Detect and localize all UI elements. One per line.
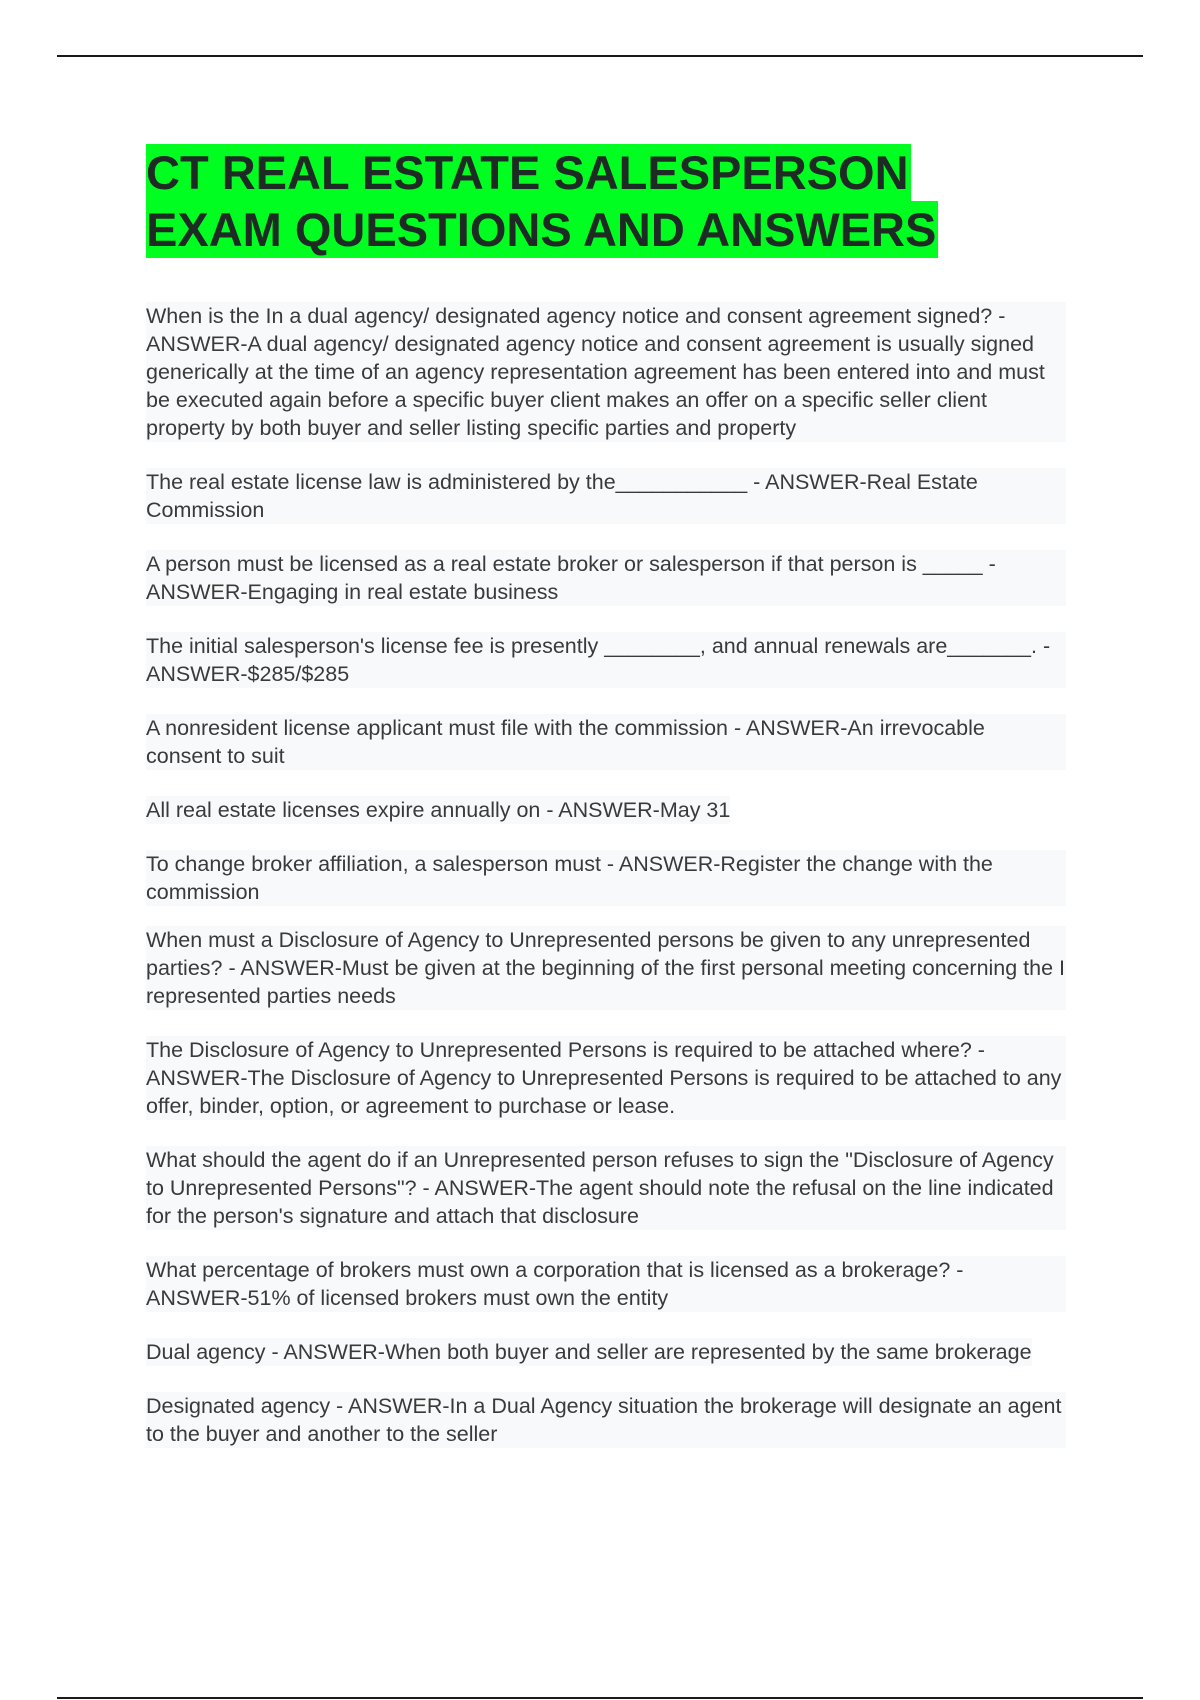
qa-item-wrap xyxy=(146,714,1066,770)
qa-item-wrap xyxy=(146,850,1066,906)
qa-item-1: When is the In a dual agency/ designated agency notice and consent agreement signed? - ANSWER-A dual agency/ designated agency notice and consent agreement is usually signed generically at the time of an agency representation agreement has been entered into and must be executed again before a specific buyer client makes an offer on a specific seller client property by both buyer and seller listing specific parties and property xyxy=(146,302,1066,442)
top-rule xyxy=(57,55,1143,57)
document-title xyxy=(146,144,1046,258)
qa-list xyxy=(146,302,1066,1474)
qa-item-wrap xyxy=(146,632,1066,688)
qa-item-5: A nonresident license applicant must file with the commission - ANSWER-An irrevocable consent to suit xyxy=(146,714,1066,770)
bottom-rule xyxy=(57,1697,1143,1699)
qa-item-8: When must a Disclosure of Agency to Unrepresented persons be given to any unrepresented parties? - ANSWER-Must be given at the beginning of the first personal meeting concerning the I represented parties needs xyxy=(146,928,1066,1008)
qa-item-2: The real estate license law is administered by the___________ - ANSWER-Real Estate Commission xyxy=(146,468,1066,524)
qa-item-wrap xyxy=(146,1392,1066,1448)
qa-item-wrap xyxy=(146,1338,1066,1366)
qa-item-wrap xyxy=(146,1036,1066,1120)
qa-item-wrap xyxy=(146,926,1066,1010)
qa-item-3: A person must be licensed as a real estate broker or salesperson if that person is _____ - ANSWER-Engaging in real estate business xyxy=(146,550,1066,606)
qa-item-13: Designated agency - ANSWER-In a Dual Agency situation the brokerage will designate an agent to the buyer and another to the seller xyxy=(146,1392,1066,1448)
qa-item-wrap xyxy=(146,302,1066,442)
qa-item-10: What should the agent do if an Unrepresented person refuses to sign the "Disclosure of Agency to Unrepresented Persons"? - ANSWER-The agent should note the refusal on the line indicated for the person's signature and attach that disclosure xyxy=(146,1146,1066,1230)
qa-item-9: The Disclosure of Agency to Unrepresented Persons is required to be attached where? - ANSWER-The Disclosure of Agency to Unrepresented Persons is required to be attached to any offer, binder, option, or agreement to purchase or lease. xyxy=(146,1036,1066,1120)
qa-item-wrap xyxy=(146,1146,1066,1230)
qa-item-4: The initial salesperson's license fee is presently ________, and annual renewals are_______. - ANSWER-$285/$285 xyxy=(146,632,1066,688)
title-line-2: EXAM QUESTIONS AND ANSWERS xyxy=(146,203,937,256)
qa-item-6: All real estate licenses expire annually on - ANSWER-May 31 xyxy=(146,798,731,822)
qa-item-wrap xyxy=(146,796,1066,824)
qa-item-7: To change broker affiliation, a salesperson must - ANSWER-Register the change with the commission xyxy=(146,850,1066,906)
qa-item-wrap xyxy=(146,468,1066,524)
qa-item-wrap xyxy=(146,550,1066,606)
qa-item-11: What percentage of brokers must own a corporation that is licensed as a brokerage? - ANSWER-51% of licensed brokers must own the entity xyxy=(146,1256,1066,1312)
qa-item-wrap xyxy=(146,1256,1066,1312)
qa-item-12: Dual agency - ANSWER-When both buyer and seller are represented by the same brokerage xyxy=(146,1340,1032,1364)
title-line-1: CT REAL ESTATE SALESPERSON xyxy=(146,146,909,199)
